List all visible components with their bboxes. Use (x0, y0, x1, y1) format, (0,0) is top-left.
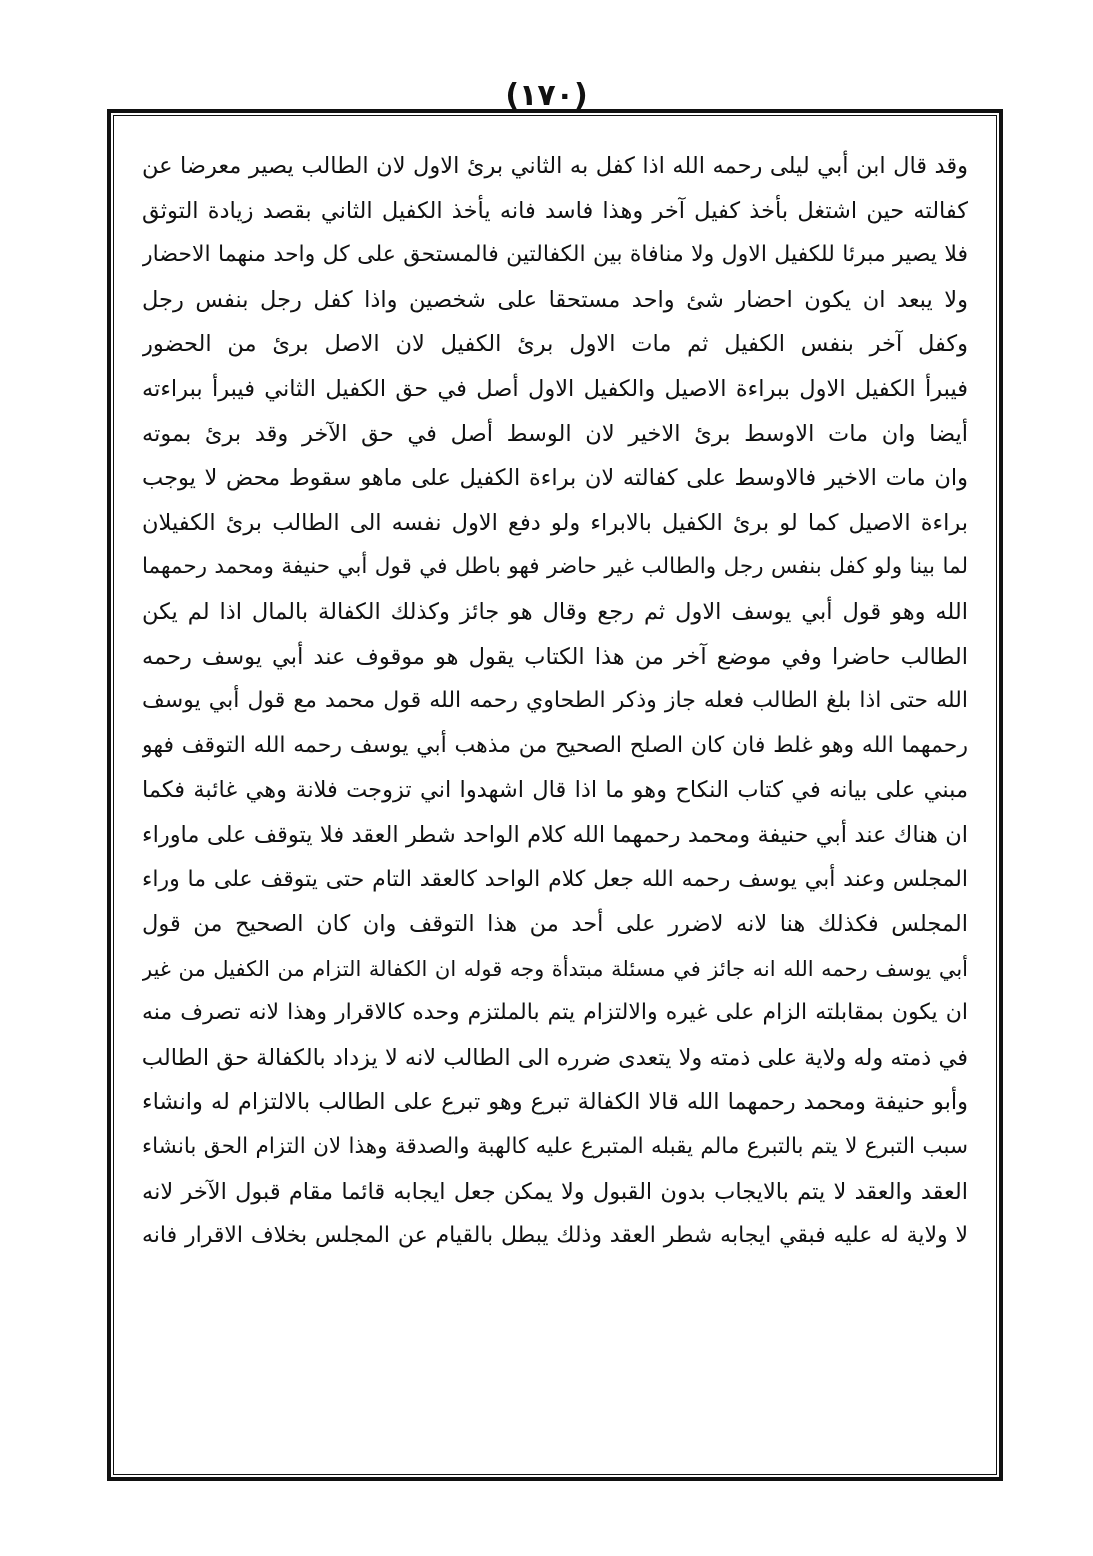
text-line: وأبو حنيفة ومحمد رحمهما الله قالا الكفالة تبرع وهو تبرع على الطالب بالالتزام له وانشاء (142, 1089, 968, 1116)
text-line: لما بينا ولو كفل بنفس رجل والطالب غير حاضر فهو باطل في قول أبي حنيفة ومحمد رحمهما (142, 554, 968, 580)
text-line: المجلس وعند أبي يوسف رحمه الله جعل كلام الواحد كالعقد التام حتى يتوقف على ما وراء (142, 866, 968, 892)
text-line: الله وهو قول أبي يوسف الاول ثم رجع وقال هو جائز وكذلك الكفالة بالمال اذا لم يكن (142, 598, 968, 625)
text-line: أيضا وان مات الاوسط برئ الاخير لان الوسط أصل في حق الآخر وقد برئ بموته (142, 420, 968, 447)
text-line: كفالته حين اشتغل بأخذ كفيل آخر وهذا فاسد فانه يأخذ الكفيل الثاني بقصد زيادة التوثق (142, 197, 968, 224)
body-text (142, 144, 968, 1259)
text-line: لا ولاية له عليه فبقي ايجابه شطر العقد وذلك يبطل بالقيام عن المجلس بخلاف الاقرار فانه (142, 1223, 968, 1249)
text-line: ان يكون بمقابلته الزام على غيره والالتزام يتم بالملتزم وحده كالاقرار وهذا لانه تصرف منه (142, 1000, 968, 1026)
text-line: في ذمته وله ولاية على ذمته ولا يتعدى ضرره الى الطالب لانه لا يزداد بالكفالة حق الطالب (142, 1044, 968, 1071)
text-line: ولا يبعد ان يكون احضار شئ واحد مستحقا على شخصين واذا كفل رجل بنفس رجل (142, 286, 968, 313)
text-line: سبب التبرع لا يتم بالتبرع مالم يقبله المتبرع عليه كالهبة والصدقة وهذا لان التزام الحق بانشاء (142, 1134, 968, 1160)
text-line: أبي يوسف رحمه الله انه جائز في مسئلة مبتدأة وجه قوله ان الكفالة التزام من الكفيل من غير (142, 956, 968, 981)
text-line: المجلس فكذلك هنا لانه لاضرر على أحد من هذا التوقف وان كان الصحيح من قول (142, 911, 968, 938)
text-line: وكفل آخر بنفس الكفيل ثم مات الاول برئ الكفيل لان الاصل برئ من الحضور (142, 331, 968, 358)
text-line: العقد والعقد لا يتم بالايجاب بدون القبول ولا يمكن جعل ايجابه قائما مقام قبول الآخر لانه (142, 1178, 968, 1205)
text-line: فيبرأ الكفيل الاول ببراءة الاصيل والكفيل الاول أصل في حق الكفيل الثاني فيبرأ ببراءته (142, 375, 968, 402)
text-line: ان هناك عند أبي حنيفة ومحمد رحمهما الله كلام الواحد شطر العقد فلا يتوقف على ماوراء (142, 821, 968, 848)
text-line: الطالب حاضرا وفي موضع آخر من هذا الكتاب يقول هو موقوف عند أبي يوسف رحمه (142, 643, 968, 670)
text-line: رحمهما الله وهو غلط فان كان الصلح الصحيح من مذهب أبي يوسف رحمه الله التوقف فهو (142, 732, 968, 758)
text-line: براءة الاصيل كما لو برئ الكفيل بالابراء ولو دفع الاول نفسه الى الطالب برئ الكفيلان (142, 509, 968, 536)
page-number: (١٧٠) (505, 78, 588, 113)
text-line: مبني على بيانه في كتاب النكاح وهو ما اذا قال اشهدوا اني تزوجت فلانة وهي غائبة فكما (142, 777, 968, 804)
text-line: وقد قال ابن أبي ليلى رحمه الله اذا كفل به الثاني برئ الاول لان الطالب يصير معرضا عن (142, 153, 968, 179)
text-line: الله حتى اذا بلغ الطالب فعله جاز وذكر الطحاوي رحمه الله قول محمد مع قول أبي يوسف (142, 688, 968, 714)
text-line: فلا يصير مبرئا للكفيل الاول ولا منافاة بين الكفالتين فالمستحق على كل واحد منهما الاحضار (142, 242, 968, 268)
text-line: وان مات الاخير فالاوسط على كفالته لان براءة الكفيل على ماهو سقوط محض لا يوجب (142, 465, 968, 492)
